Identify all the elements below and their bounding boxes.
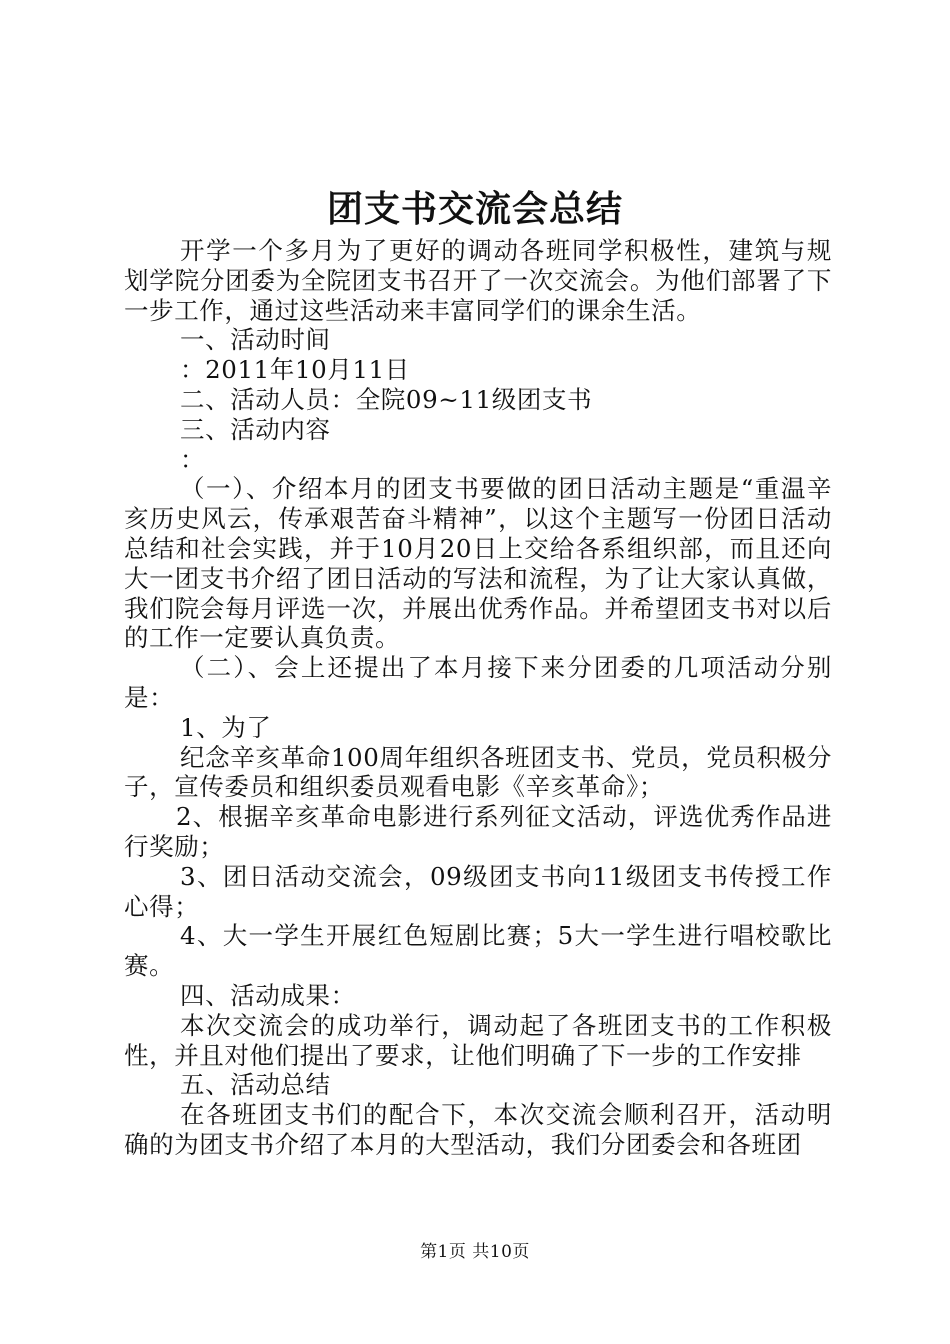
content-colon: ：: [180, 444, 206, 474]
list-item-4: 4、大一学生开展红色短剧比赛；5大一学生进行唱校歌比赛。: [124, 921, 832, 981]
intro-paragraph: 开学一个多月为了更好的调动各班同学积极性，建筑与规划学院分团委为全院团支书召开了一次交流会。为他们部署了下一步工作，通过这些活动来丰富同学们的课余生活。: [124, 236, 832, 325]
section-heading-time: 一、活动时间: [180, 325, 331, 355]
section-heading-content: 三、活动内容: [180, 414, 331, 444]
document-body: [124, 236, 832, 1160]
section-heading-results: 四、活动成果：: [180, 980, 356, 1010]
list-item-3: 3、团日活动交流会，09级团支书向11级团支书传授工作心得；: [124, 861, 832, 921]
document-title: 团支书交流会总结: [326, 188, 623, 230]
content-part-two: （二）、会上还提出了本月接下来分团委的几项活动分别是：: [124, 653, 832, 712]
list-item-2: 2、根据辛亥革命电影进行系列征文活动，评选优秀作品进行奖励；: [124, 802, 832, 861]
list-item-1-lead: 1、为了: [180, 712, 272, 742]
list-item-1-body: 纪念辛亥革命100周年组织各班团支书、党员，党员积极分子，宣传委员和组织委员观看电影《辛亥革命》；: [124, 742, 832, 802]
content-part-one: （一）、介绍本月的团支书要做的团日活动主题是“重温辛亥历史风云，传承艰苦奋斗精神”，以这个主题写一份团日活动总结和社会实践，并于10月20日上交给各系组织部，而且还向大一团支书介绍了团日活动的写法和流程，为了让大家认真做，我们院会每月评选一次，并展出优秀作品。并希望团支书对以后的工作一定要认真负责。: [124, 474, 832, 653]
results-paragraph: 本次交流会的成功举行，调动起了各班团支书的工作积极性，并且对他们提出了要求，让他们明确了下一步的工作安排: [124, 1010, 832, 1070]
summary-paragraph: 在各班团支书们的配合下，本次交流会顺利召开，活动明确的为团支书介绍了本月的大型活动，我们分团委会和各班团: [124, 1100, 832, 1159]
activity-date: ：2011年10月11日: [180, 355, 410, 385]
section-heading-participants: 二、活动人员：全院09~11级团支书: [180, 384, 593, 414]
section-heading-summary: 五、活动总结: [180, 1070, 331, 1100]
page-number-footer: 第1页 共10页: [420, 1242, 530, 1262]
